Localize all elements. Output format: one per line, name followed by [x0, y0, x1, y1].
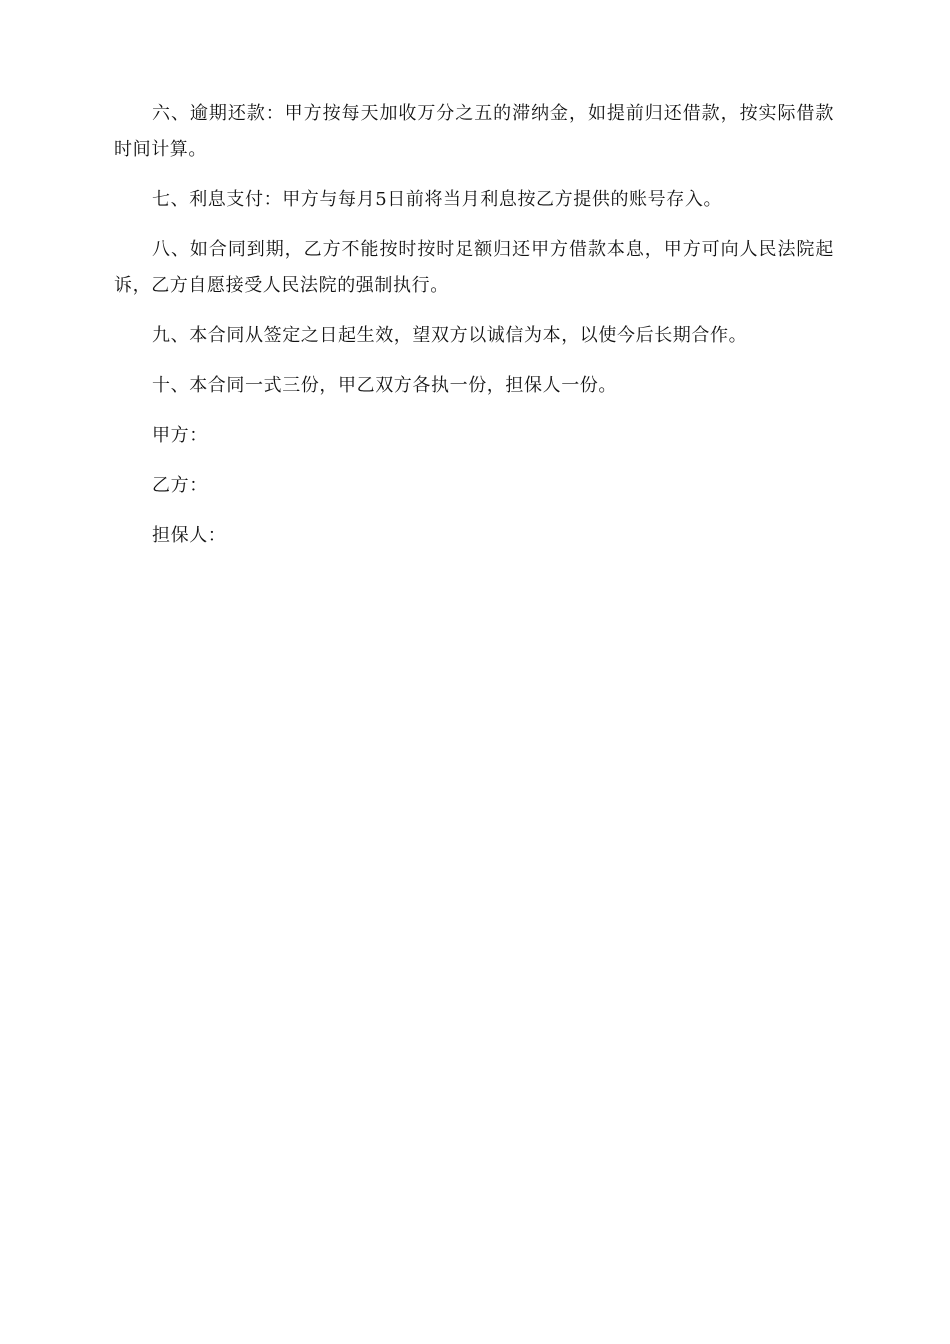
clause-7: 七、利息支付：甲方与每月5日前将当月利息按乙方提供的账号存入。: [152, 189, 723, 210]
clause-8: 八、如合同到期，乙方不能按时按时足额归还甲方借款本息，甲方可向人民法院起诉，乙方自愿接受人民法院的强制执行。: [114, 239, 834, 296]
signature-party-b: 乙方：: [152, 475, 208, 496]
clause-10: 十、本合同一式三份，甲乙双方各执一份，担保人一份。: [152, 375, 617, 396]
signature-party-a: 甲方：: [152, 425, 208, 446]
clause-9: 九、本合同从签定之日起生效，望双方以诚信为本，以使今后长期合作。: [152, 325, 748, 346]
signature-guarantor: 担保人：: [152, 525, 227, 546]
document-body: [114, 96, 834, 568]
clause-6: 六、逾期还款：甲方按每天加收万分之五的滞纳金，如提前归还借款，按实际借款时间计算。: [114, 103, 834, 160]
